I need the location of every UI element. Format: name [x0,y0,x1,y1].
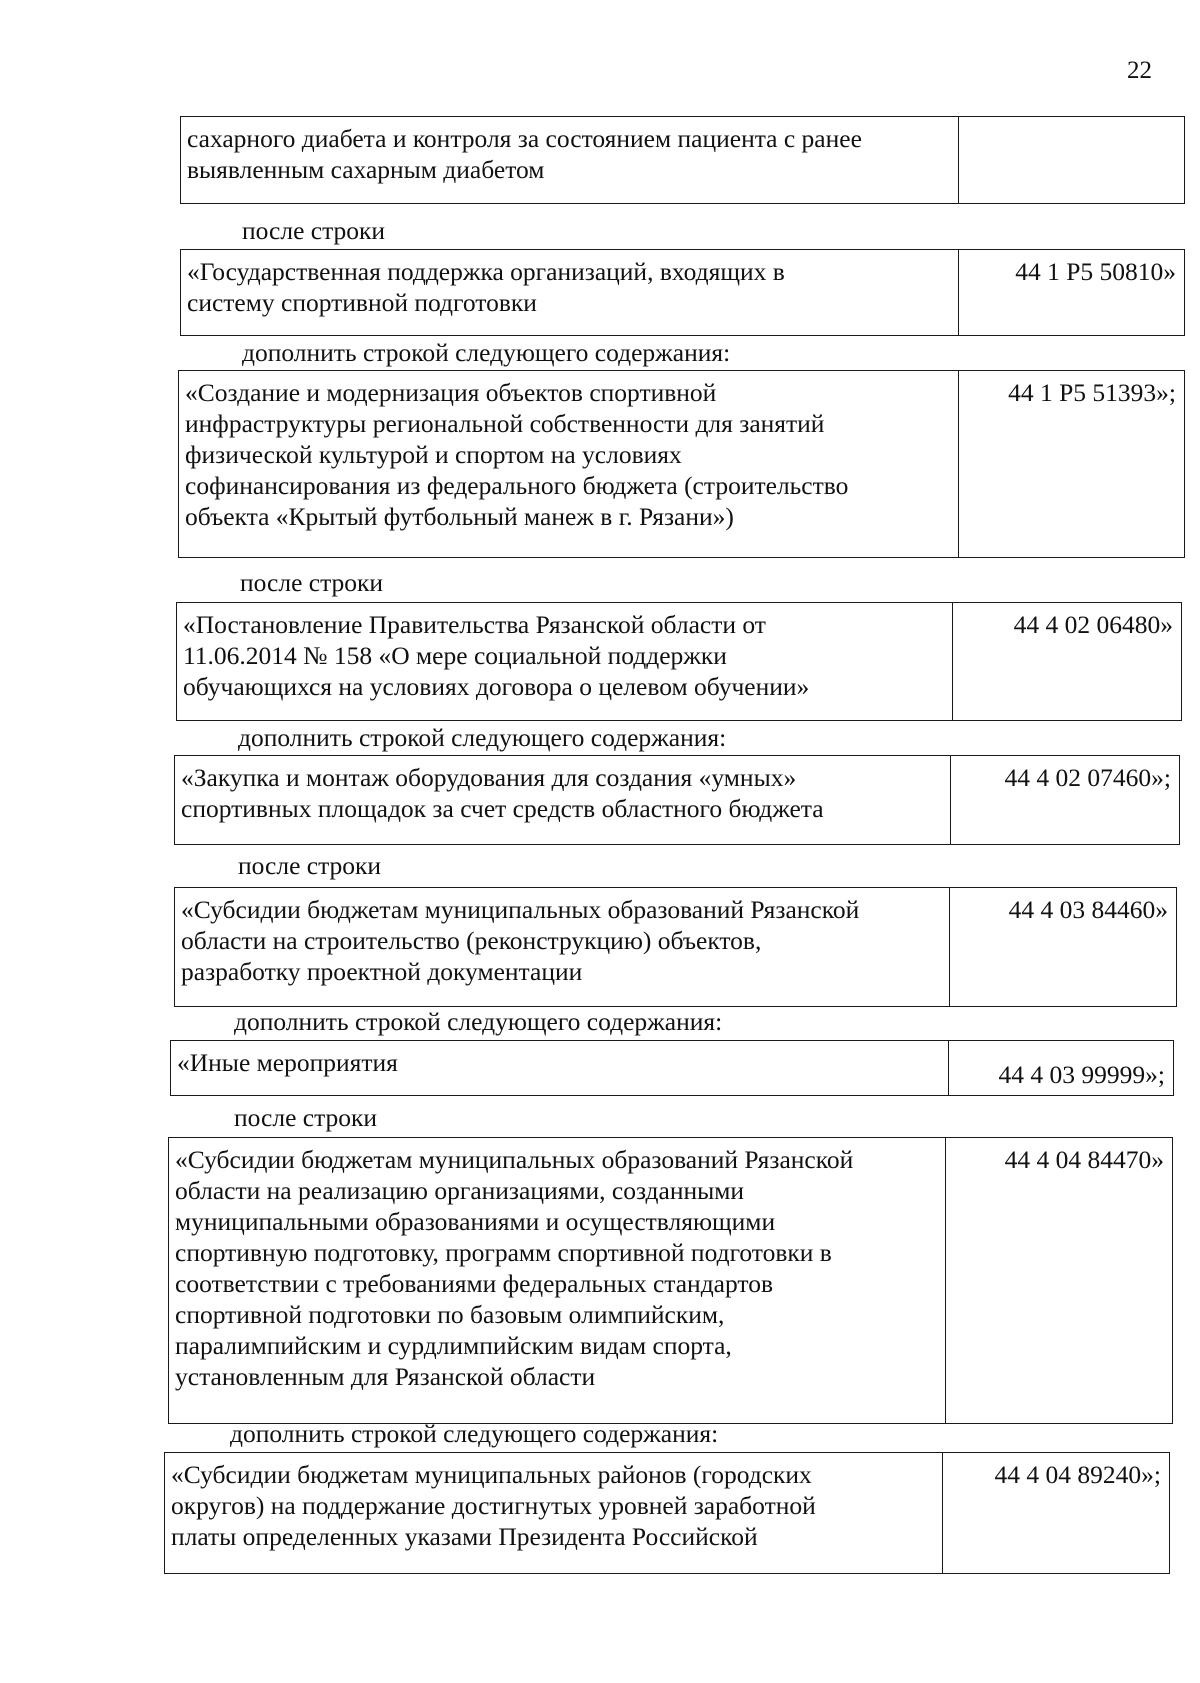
table-row [180,249,1185,336]
table-row [180,116,1185,204]
after-line-label: после строки [238,851,382,880]
row-code: 44 4 04 89240»; [994,1460,1161,1489]
row-code: 44 4 04 84470» [1004,1145,1164,1174]
table-row [174,887,1177,1007]
row-code: 44 4 02 06480» [1013,610,1173,639]
table-row [174,755,1180,845]
page-number: 22 [1127,57,1152,84]
row-code: 44 1 Р5 50810» [1015,257,1176,286]
table-row [176,602,1182,721]
table-row [164,1452,1170,1574]
row-description: сахарного диабета и контроля за состоянием пациента с ранее выявленным сахарным диабетом [181,117,959,203]
row-code: 44 4 03 84460» [1008,895,1168,924]
row-description: «Иные мероприятия [171,1041,949,1095]
row-description: «Субсидии бюджетам муниципальных районов (городских округов) на поддержание достигнутых уровней заработной платы определенных указами Президента Российской [165,1453,943,1573]
row-description: «Государственная поддержка организаций, входящих в систему спортивной подготовки [181,250,959,335]
row-code: 44 4 03 99999»; [998,1060,1165,1089]
row-description: «Создание и модернизация объектов спортивной инфраструктуры региональной собственности для занятий физической культурой и спортом на условиях софинансирования из федерального бюджета (строительство объекта «Крытый футбольный манеж в г. Рязани») [179,371,959,557]
row-description: «Субсидии бюджетам муниципальных образований Рязанской области на реализацию организациями, созданными муниципальными образованиями и осуществляющими спортивную подготовку, программ спортивной подготовки в соответствии с требованиями федеральных стандартов спортивной подготовки по базовым олимпийским, паралимпийским и сурдлимпийским видам спорта, установленным для Рязанской области [169,1138,946,1423]
row-code: 44 1 Р5 51393»; [1008,378,1176,407]
table-row [170,1040,1174,1096]
after-line-label: после строки [234,1103,378,1132]
table-row [168,1137,1173,1424]
table-row [178,370,1185,558]
row-code [959,117,1184,203]
row-description: «Субсидии бюджетам муниципальных образований Рязанской области на строительство (реконструкцию) объектов, разработку проектной документации [175,888,950,1006]
after-line-label: после строки [240,568,384,597]
add-line-label: дополнить строкой следующего содержания: [242,338,731,367]
row-description: «Постановление Правительства Рязанской области от 11.06.2014 № 158 «О мере социальной поддержки обучающихся на условиях договора о целевом обучении» [177,603,953,720]
after-line-label: после строки [242,216,386,245]
add-line-label: дополнить строкой следующего содержания: [238,723,727,752]
add-line-label: дополнить строкой следующего содержания: [230,1419,719,1448]
row-description: «Закупка и монтаж оборудования для создания «умных» спортивных площадок за счет средств областного бюджета [175,756,951,844]
row-code: 44 4 02 07460»; [1004,763,1171,792]
add-line-label: дополнить строкой следующего содержания: [234,1007,723,1036]
